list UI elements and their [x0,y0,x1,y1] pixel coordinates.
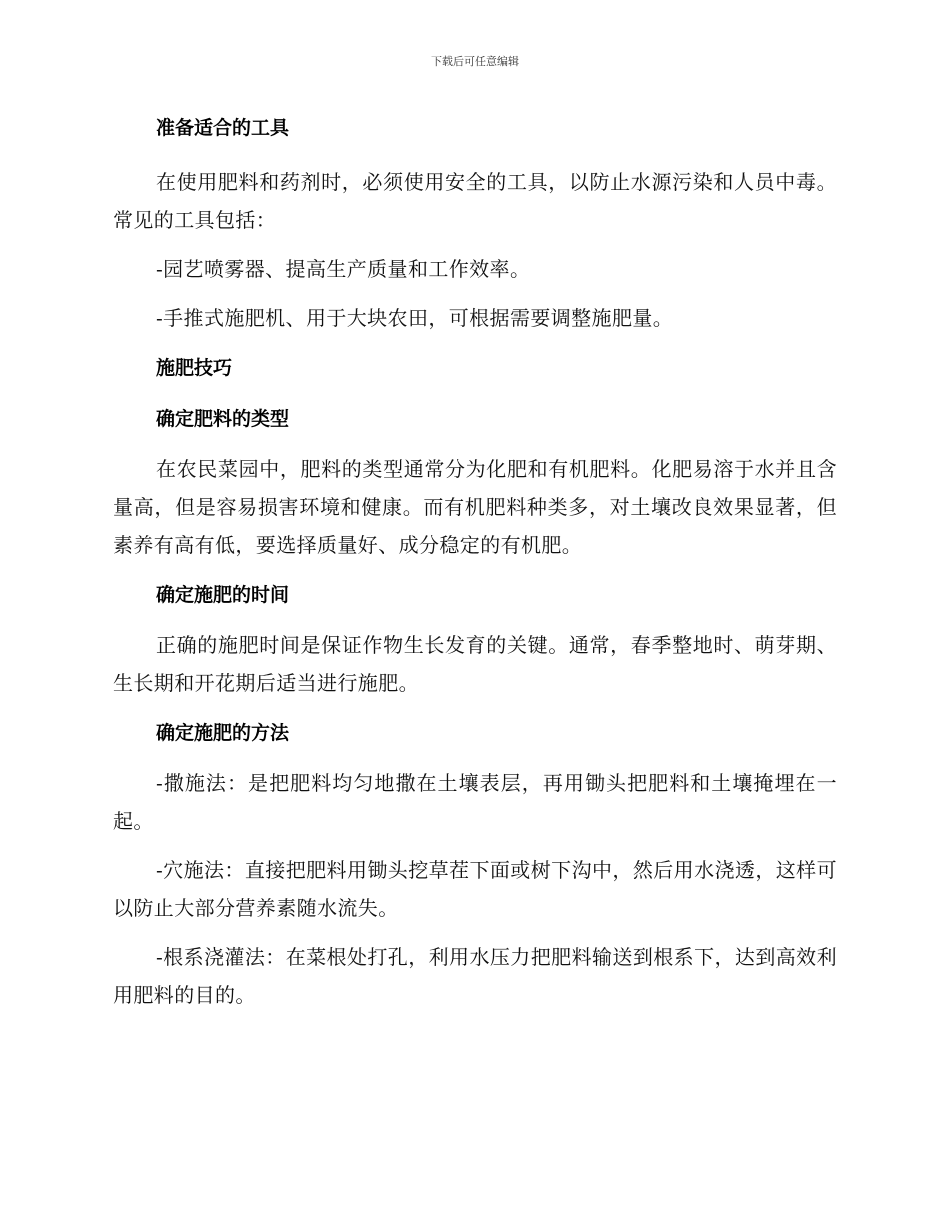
list-item-spreader: -手推式施肥机、用于大块农田，可根据需要调整施肥量。 [156,306,674,330]
document-body [113,108,837,1014]
list-item-root-irrigation: -根系浇灌法：在菜根处打孔，利用水压力把肥料输送到根系下，达到高效利用肥料的目的。 [113,945,837,1007]
paragraph-tools-intro: 在使用肥料和药剂时，必须使用安全的工具，以防止水源污染和人员中毒。常见的工具包括： [113,170,837,232]
heading-fertilizer-type: 确定肥料的类型 [156,408,290,430]
list-item-broadcast: -撒施法：是把肥料均匀地撒在土壤表层，再用锄头把肥料和土壤掩埋在一起。 [113,771,837,833]
paragraph-fertilizer-type: 在农民菜园中，肥料的类型通常分为化肥和有机肥料。化肥易溶于水并且含量高，但是容易损害环境和健康。而有机肥料种类多，对土壤改良效果显著，但素养有高有低，要选择质量好、成分稳定的有机肥。 [113,457,837,557]
heading-fertilizing-skills: 施肥技巧 [156,357,233,379]
page-header: 下载后可任意编辑 [431,55,519,68]
list-item-hole: -穴施法：直接把肥料用锄头挖草茬下面或树下沟中，然后用水浇透，这样可以防止大部分营养素随水流失。 [113,858,837,920]
paragraph-fertilizing-time: 正确的施肥时间是保证作物生长发育的关键。通常，春季整地时、萌芽期、生长期和开花期后适当进行施肥。 [113,633,837,695]
heading-fertilizing-time: 确定施肥的时间 [156,584,290,606]
heading-prepare-tools: 准备适合的工具 [156,117,290,139]
list-item-sprayer: -园艺喷雾器、提高生产质量和工作效率。 [156,257,531,281]
heading-fertilizing-method: 确定施肥的方法 [156,722,290,744]
